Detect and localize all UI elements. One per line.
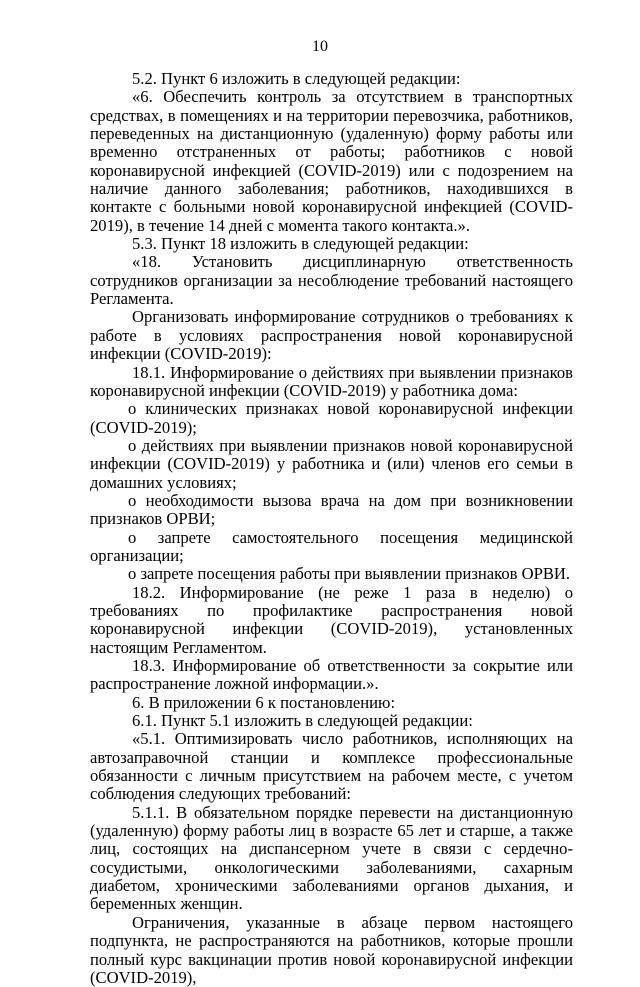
paragraph-actions-signs: о действиях при выявлении признаков новой коронавирусной инфекции (COVID-2019) у работника и (или) членов его семьи в домашних условиях; [90,435,573,492]
paragraph-item-18: «18. Установить дисциплинарную ответственность сотрудников организации за несоблюдение требований настоящего Регламента. [90,252,573,309]
paragraph-item-6: «6. Обеспечить контроль за отсутствием в транспортных средствах, в помещениях и на территории перевозчика, работников, переведенных на дистанционную (удаленную) форму работы или временно отстраненных от работы; работников с новой коронавирусной инфекцией (COVID-2019) или с подозрением на наличие данного заболевания; работников, находившихся в контакте с больными новой коронавирусной инфекцией (COVID-2019), в течение 14 дней с момента такого контакта.». [90,87,573,235]
paragraph-organize-informing: Организовать информирование сотрудников о требованиях к работе в условиях распространения новой коронавирусной инфекции (COVID-2019): [90,307,573,364]
paragraph-6: 6. В приложении 6 к постановлению: [132,692,396,712]
paragraph-6-1: 6.1. Пункт 5.1 изложить в следующей редакции: [132,711,473,731]
paragraph-5-1-1: 5.1.1. В обязательном порядке перевести на дистанционную (удаленную) форму работы лиц в возрасте 65 лет и старше, а также лиц, состоящих на диспансерном учете в связи с сердечно-сосудистыми, онкологическими заболеваниями, сахарным диабетом, хроническими заболеваниями органов дыхания, и беременных женщин. [90,802,573,914]
paragraph-18-1: 18.1. Информирование о действиях при выявлении признаков коронавирусной инфекции (COVID-2019) у работника дома: [90,362,573,400]
paragraph-18-2: 18.2. Информирование (не реже 1 раза в неделю) о требованиях по профилактике распространения новой коронавирусной инфекции (COVID-2019), установленных настоящим Регламентом. [90,582,573,657]
paragraph-5-3: 5.3. Пункт 18 изложить в следующей редакции: [132,234,469,254]
page-number: 10 [312,38,328,55]
paragraph-5-2: 5.2. Пункт 6 изложить в следующей редакции: [132,69,461,88]
paragraph-restrictions: Ограничения, указанные в абзаце первом настоящего подпункта, не распространяются на работников, которые прошли полный курс вакцинации против новой коронавирусной инфекции (COVID-2019), [90,912,573,987]
paragraph-work-ban: о запрете посещения работы при выявлении признаков ОРВИ. [128,564,571,584]
paragraph-18-3: 18.3. Информирование об ответственности за сокрытие или распространение ложной информации.». [90,656,573,694]
paragraph-item-5-1: «5.1. Оптимизировать число работников, исполняющих на автозаправочной станции и комплексе профессиональные обязанности с личным присутствием на рабочем месте, с учетом соблюдения следующих требований: [90,729,573,804]
document-body [90,70,573,987]
paragraph-clinical-signs: о клинических признаках новой коронавирусной инфекции (COVID-2019); [90,399,573,437]
paragraph-medical-ban: о запрете самостоятельного посещения медицинской организации; [90,527,573,565]
paragraph-doctor-call: о необходимости вызова врача на дом при возникновении признаков ОРВИ; [90,490,573,529]
